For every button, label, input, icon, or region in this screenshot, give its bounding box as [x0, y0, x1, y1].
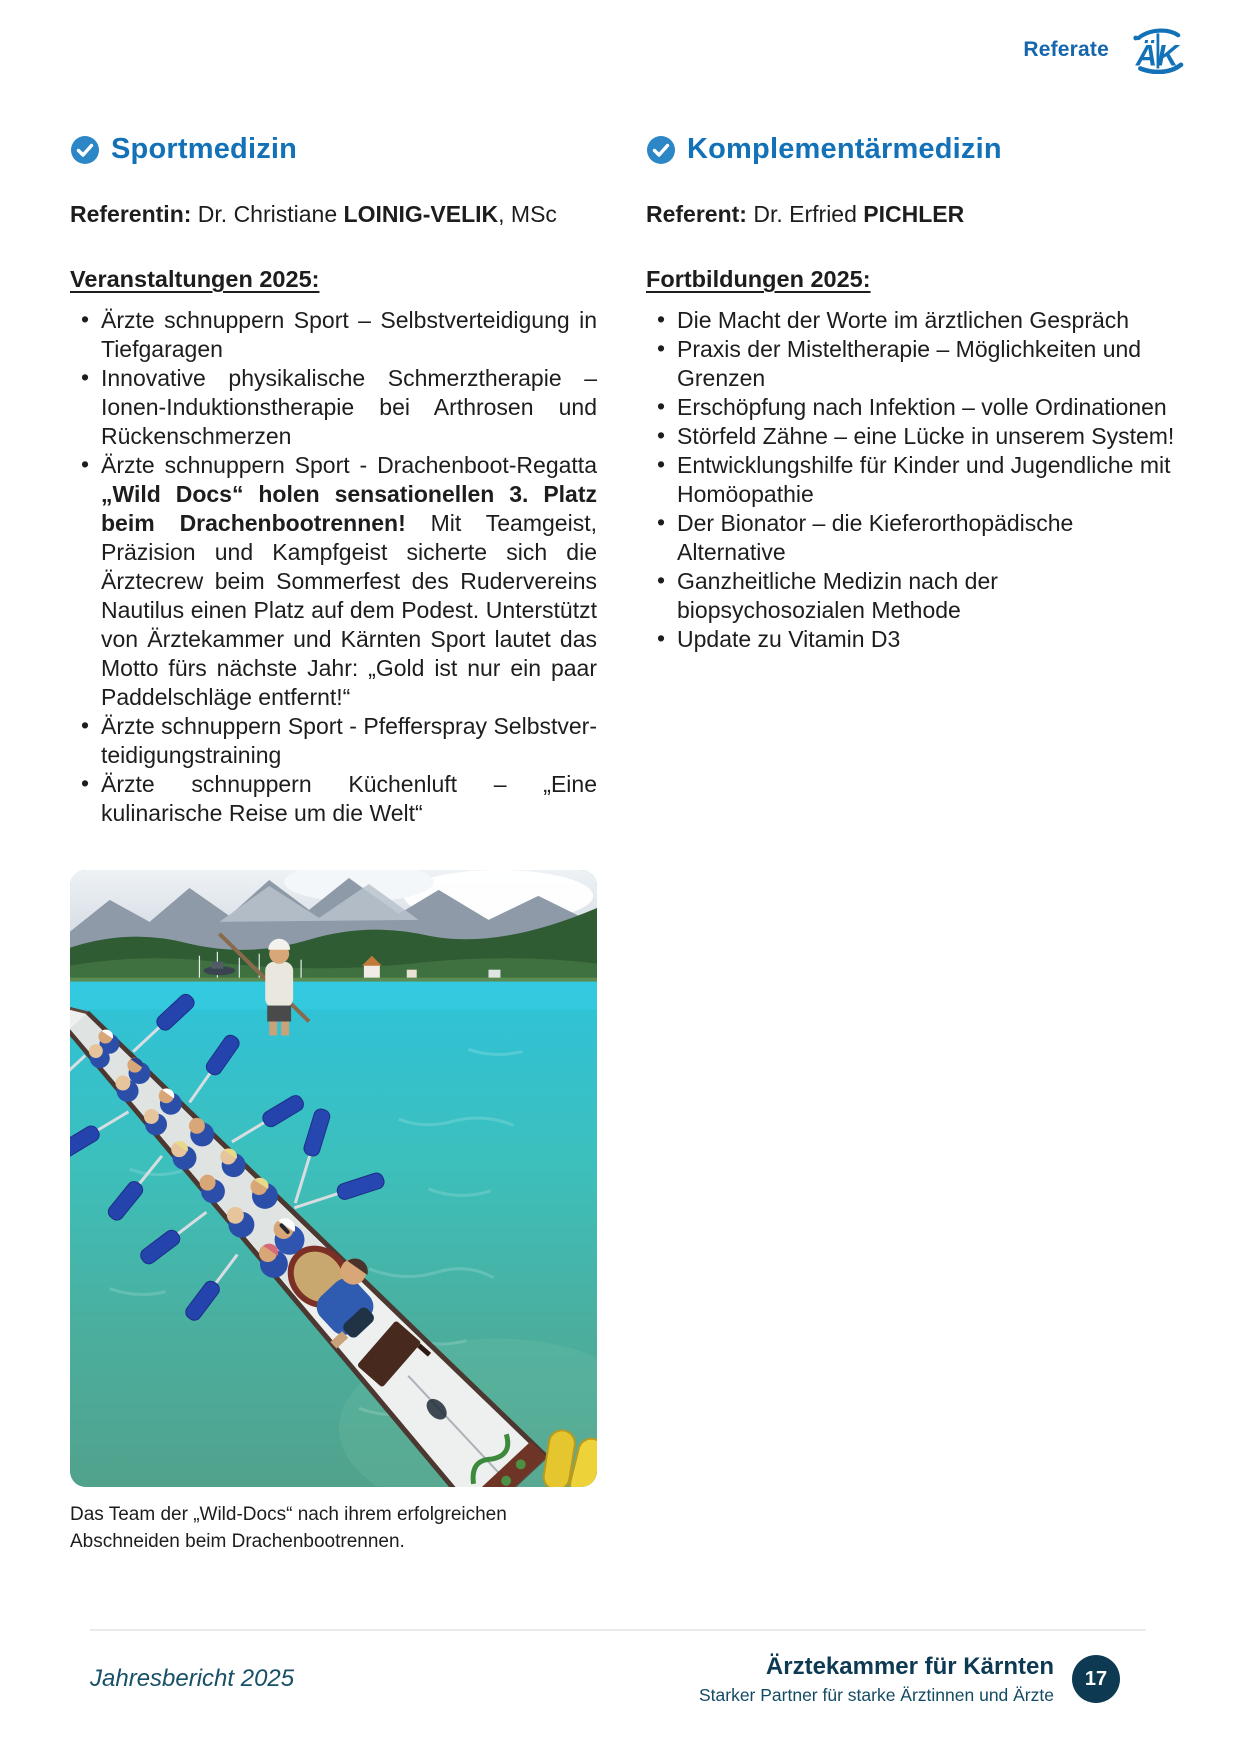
org-name: Ärztekammer für Kärnten	[765, 1653, 1054, 1680]
referent-line	[646, 201, 1179, 228]
check-circle-icon	[70, 135, 100, 165]
list-item	[677, 306, 1179, 335]
aek-logo-icon	[1129, 26, 1185, 74]
section-label: Referate	[1023, 38, 1109, 61]
list-item-text: Erschöpfung nach Infektion – volle Ordinationen	[677, 394, 1167, 420]
list-item-text: Innovative physikalische Schmerztherapie – Ionen-Induktionstherapie bei Arthrosen und Rückenschmerzen	[101, 365, 597, 449]
list-item	[677, 451, 1179, 509]
list-item	[101, 364, 597, 451]
referent-line	[70, 201, 597, 228]
footer-brand	[699, 1653, 1120, 1706]
list-title: Fortbildungen 2025:	[646, 266, 871, 292]
list-item	[101, 306, 597, 364]
page-header	[1023, 26, 1185, 74]
list-item-highlight: „Wild Docs“ holen sensationellen 3. Platz beim Drachenbootrennen!	[101, 481, 597, 536]
list-item-text: Praxis der Misteltherapie – Möglichkeiten und Grenzen	[677, 336, 1142, 391]
referent-name: PICHLER	[863, 201, 965, 227]
list-item-text: Ärzte schnuppern Sport - Drachenboot-Regatta	[101, 452, 597, 478]
list-item	[101, 770, 597, 828]
training-list	[646, 306, 1179, 654]
heading-komplementaermedizin	[646, 133, 1179, 166]
list-item-text: Ärzte schnuppern Sport – Selbstverteidigung in Tiefgaragen	[101, 307, 597, 362]
column-komplementaermedizin	[646, 133, 1179, 1555]
list-item-text: Ärzte schnuppern Küchenluft – „Eine kulinarische Reise um die Welt“	[101, 771, 597, 826]
list-item-text: Der Bionator – die Kieferorthopädische Alternative	[677, 510, 1074, 565]
content-columns	[70, 133, 1179, 1555]
org-block	[699, 1653, 1054, 1706]
list-item	[677, 509, 1179, 567]
referent-pre: Dr. Christiane	[191, 201, 344, 227]
list-title: Veranstaltungen 2025:	[70, 266, 320, 292]
dragonboat-photo	[70, 870, 597, 1555]
column-title: Sportmedizin	[111, 133, 298, 165]
page-number-badge: 17	[1072, 1655, 1120, 1703]
check-circle-icon	[646, 135, 676, 165]
heading-sportmedizin	[70, 133, 597, 166]
list-item	[101, 712, 597, 770]
list-item	[677, 625, 1179, 654]
referent-post: , MSc	[498, 201, 557, 227]
list-item-text: Ganzheitliche Medizin nach der biopsychosozialen Methode	[677, 568, 998, 623]
list-item-text: Die Macht der Worte im ärztlichen Gespräch	[677, 307, 1130, 333]
list-item-text: Entwicklungshilfe für Kinder und Jugendliche mit Homöopathie	[677, 452, 1171, 507]
column-title: Komplementärmedizin	[687, 133, 1002, 165]
list-item	[677, 567, 1179, 625]
list-item-text: Störfeld Zähne – eine Lücke in unserem System!	[677, 423, 1175, 449]
photo-caption: Das Team der „Wild-Docs“ nach ihrem erfolgreichen Abschneiden beim Drachenbootrennen.	[70, 1504, 507, 1552]
photo-frame	[70, 870, 597, 1487]
list-item	[101, 451, 597, 712]
referent-label: Referent:	[646, 201, 747, 227]
list-item-text: Ärzte schnuppern Sport - Pfefferspray Selbstverteidigungstraining	[101, 713, 597, 768]
list-item	[677, 422, 1179, 451]
org-tagline: Starker Partner für starke Ärztinnen und Ärzte	[698, 1684, 1054, 1705]
page-footer	[90, 1629, 1146, 1706]
list-item-text: Mit Teamgeist, Präzision und Kampfgeist sicherte sich die Ärztecrew beim Sommerfest des Rudervereins Nautilus einen Platz auf dem Podest. Unterstützt von Ärztekammer und Kärnten Sport lautet das Motto fürs nächste Jahr: „Gold ist nur ein paar Paddelschläge entfernt!“	[101, 510, 597, 710]
list-item	[677, 335, 1179, 393]
list-item	[677, 393, 1179, 422]
column-sportmedizin	[70, 133, 597, 1555]
referent-pre: Dr. Erfried	[746, 201, 864, 227]
event-list	[70, 306, 597, 828]
list-item-text: Update zu Vitamin D3	[677, 626, 901, 652]
report-title: Jahresbericht 2025	[90, 1665, 295, 1693]
referent-name: LOINIG-VELIK	[343, 201, 499, 227]
dragonboat-photo-illustration	[70, 870, 597, 1487]
logo-text: ÄK	[1135, 39, 1179, 73]
referent-label: Referentin:	[70, 201, 192, 227]
